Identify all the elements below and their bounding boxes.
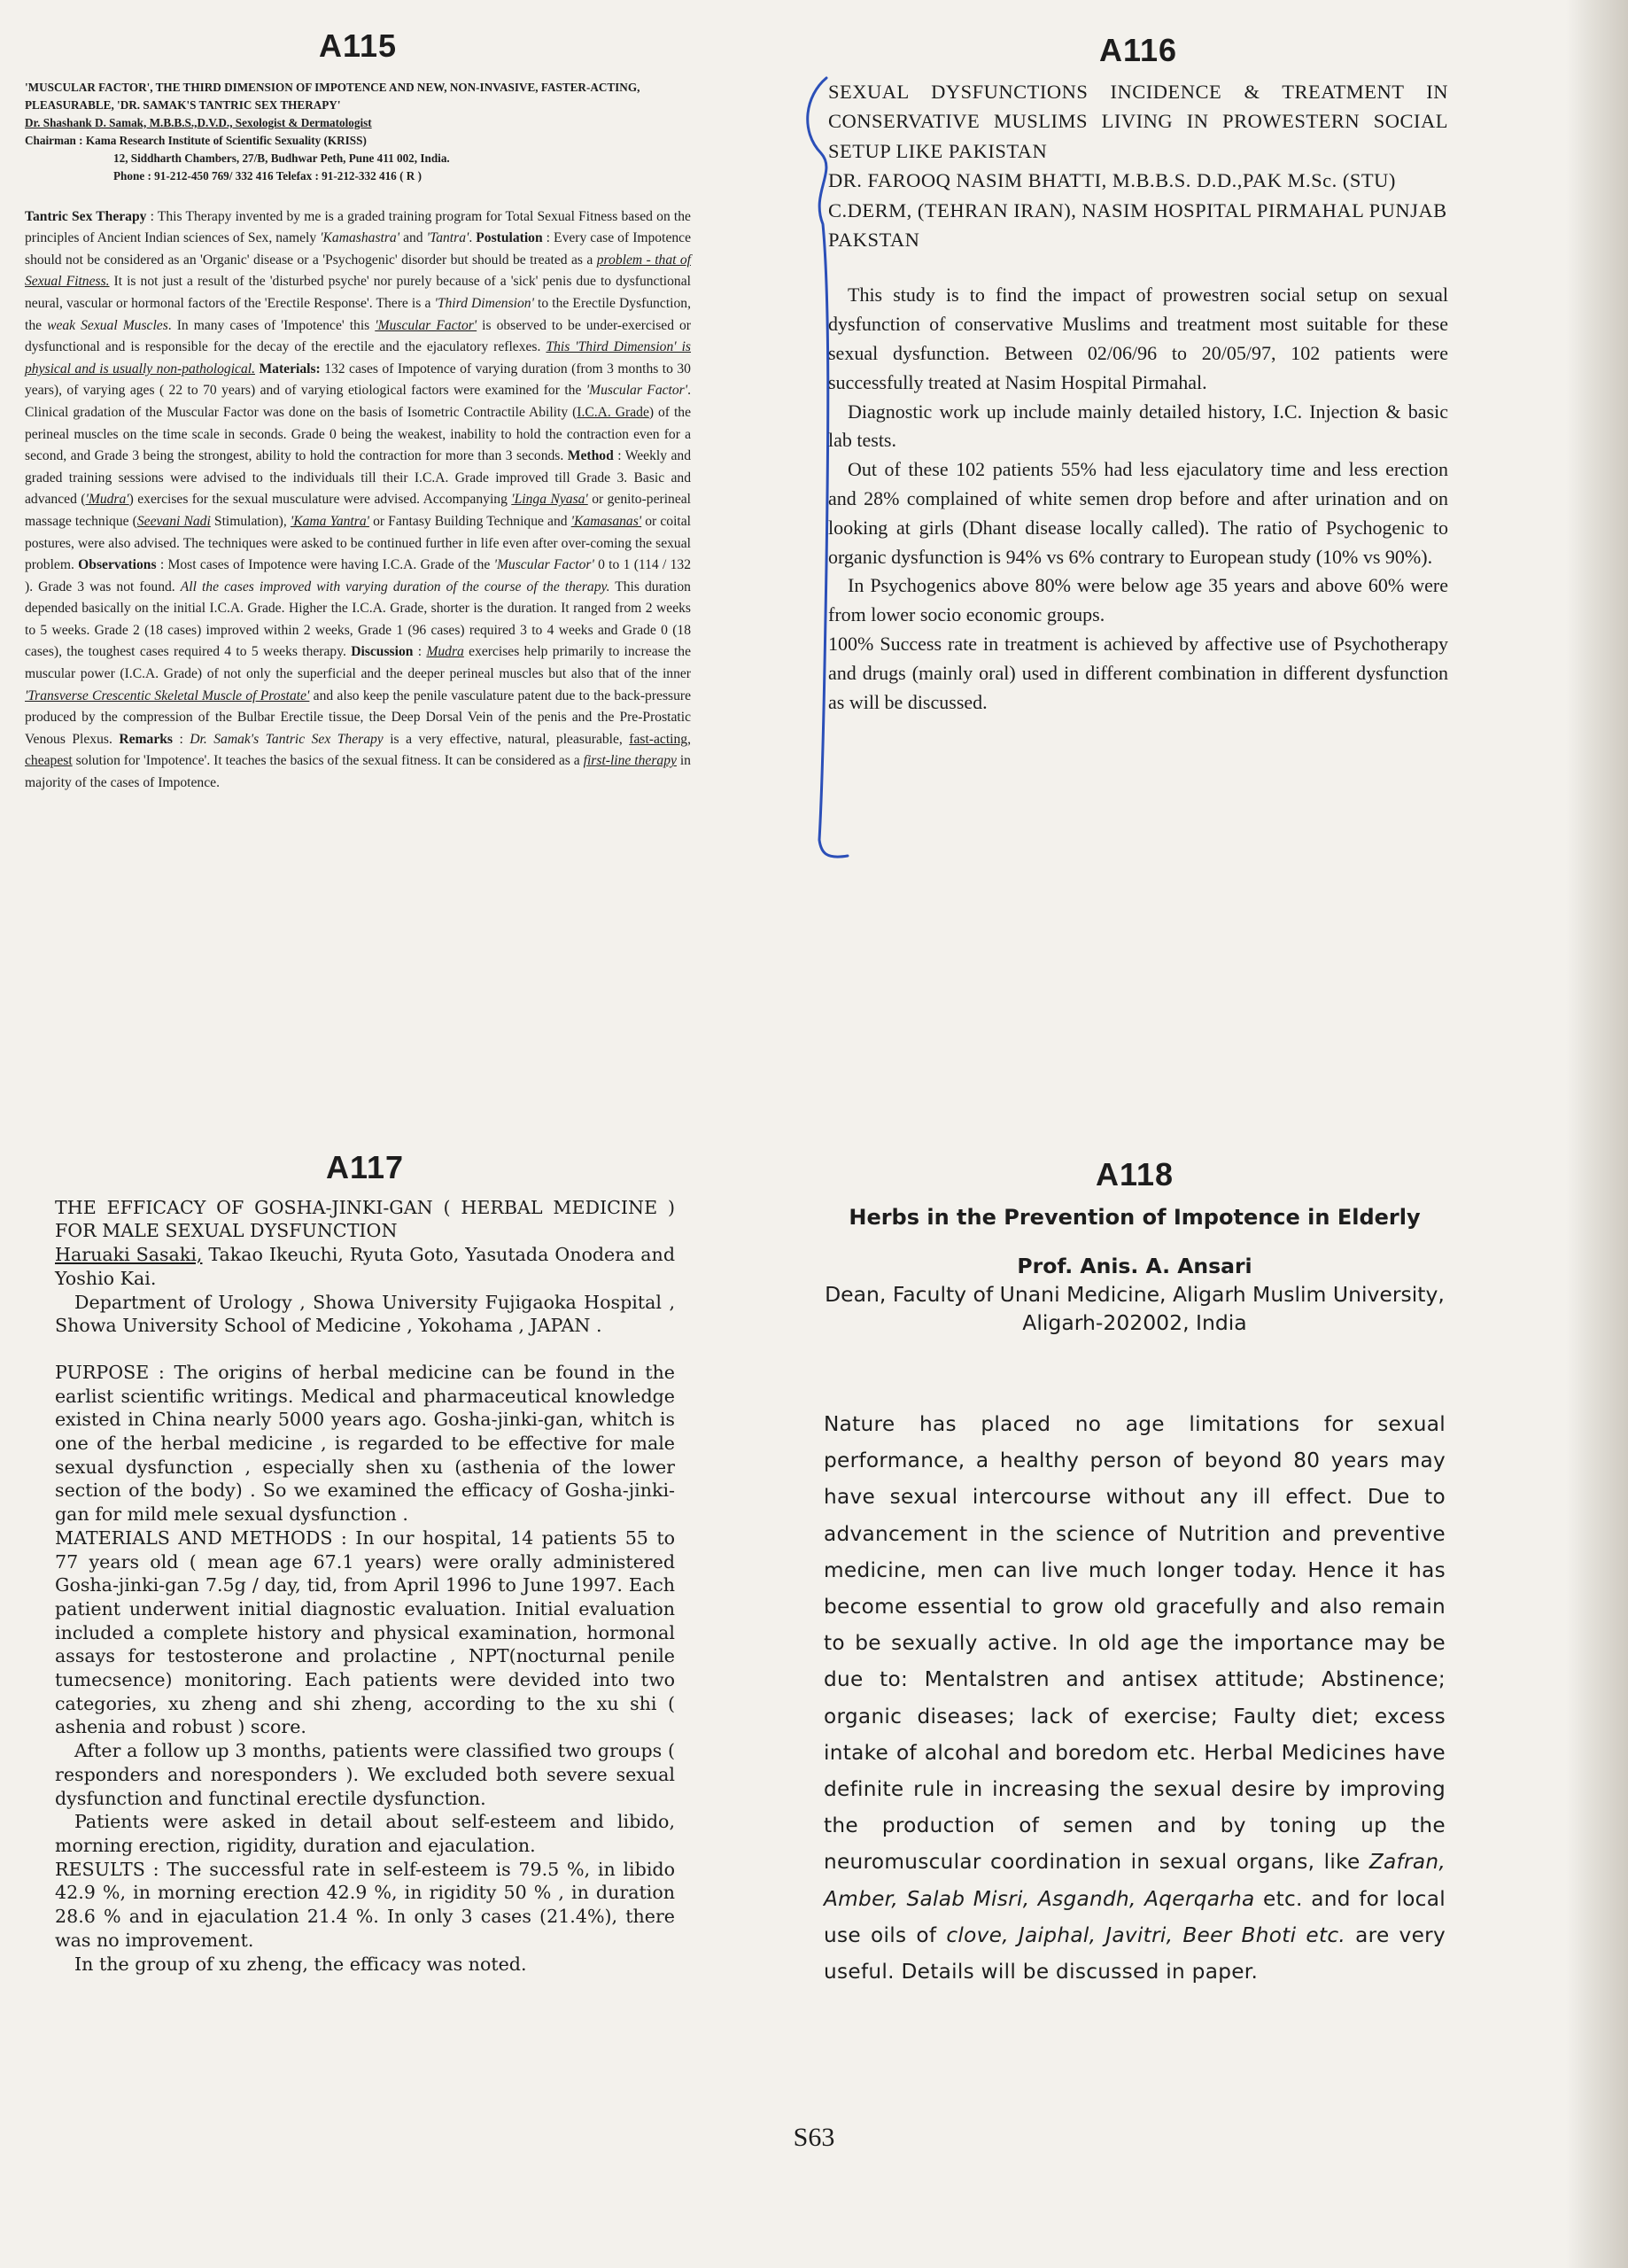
abstract-title: Herbs in the Prevention of Impotence in Elderly xyxy=(849,1205,1421,1230)
xuzheng-paragraph: In the group of xu zheng, the efficacy was noted. xyxy=(74,1953,527,1975)
abstract-id: A117 xyxy=(325,1149,405,1185)
methods-paragraph: MATERIALS AND METHODS : In our hospital, 14 patients 55 to 77 years old ( mean age 67.1 years) were orally administered Gosha-jinki-gan 7.5g / day, tid, from April 1996 to June 1997. Each patient underwent initial diagnostic evaluation. Initial evaluation included a complete history and physical examination, hormonal assays for testosterone and prolactine , NPT(nocturnal penile tumecsence) monitoring. Each patients were devided into two categories, xu zheng and shi zheng, according to the xu shi ( ashenia and robust ) score. xyxy=(55,1526,675,1738)
abstract-id: A115 xyxy=(318,27,398,64)
abstract-title: 'MUSCULAR FACTOR', THE THIRD DIMENSION OF IMPOTENCE AND NEW, NON-INVASIVE, FASTER-ACTING, PLEASURABLE, 'DR. SAMAK'S TANTRIC SEX THERAPY' xyxy=(25,80,640,112)
author-line: Prof. Anis. A. Ansari xyxy=(1017,1254,1252,1278)
department-line: Department of Urology , Showa University Fujigaoka Hospital , Showa University School of Medicine , Yokohama , JAPAN . xyxy=(55,1291,675,1337)
address-line: 12, Siddharth Chambers, 27/B, Budhwar Peth, Pune 411 002, India. xyxy=(113,151,450,165)
first-author: Haruaki Sasaki, xyxy=(55,1244,203,1266)
abstract-body: Nature has placed no age limitations for sexual performance, a healthy person of beyond 80 years may have sexual intercourse without any ill effect. Due to advancement in the science of Nutrition and preventive medicine, men can live much longer today. Hence it has become essential to grow old gracefully and also remain to be sexually active. In old age the importance may be due to: Mentalstren and antisex attitude; Abstinence; organic diseases; lack of exercise; Faulty diet; excess intake of alcohal and boredom etc. Herbal Medicines have definite rule in increasing the sexual desire by improving the production of semen and by toning up the neuromuscular coordination in sexual organs, like Zafran, Amber, Salab Misri, Asgandh, Aqerqarha etc. and for local use oils of clove, Jaiphal, Javitri, Beer Bhoti etc. are very useful. Details will be discussed in paper. xyxy=(824,1412,1446,1984)
abstract-a118 xyxy=(824,1156,1446,1990)
abstract-a116 xyxy=(828,32,1448,717)
page-number: S63 xyxy=(793,2123,835,2152)
author-block xyxy=(824,1252,1446,1337)
abstract-a117 xyxy=(55,1149,675,1976)
abstract-body xyxy=(55,1196,675,1977)
author-line: Dr. Shashank D. Samak, M.B.B.S.,D.V.D., Sexologist & Dermatologist xyxy=(25,115,372,129)
paragraph: In Psychogenics above 80% were below age 35 years and above 60% were from lower socio economic groups. xyxy=(828,574,1448,626)
abstract-body: Tantric Sex Therapy : This Therapy invented by me is a graded training program for Total Sexual Fitness based on the principles of Ancient Indian sciences of Sex, namely 'Kamashastra' and 'Tantra'. Postulation : Every case of Impotence should not be considered as an 'Organic' disease or a 'Psychogenic' disorder but should be treated as a problem - that of Sexual Fitness. It is not just a result of the 'disturbed psyche' nor purely because of a 'sick' penis due to dysfunctional neural, vascular or hormonal factors of the 'Erectile Response'. There is a 'Third Dimension' to the Erectile Dysfunction, the weak Sexual Muscles. In many cases of 'Impotence' this 'Muscular Factor' is observed to be under-exercised or dysfunctional and is responsible for the decay of the erectile and the ejaculatory reflexes. This 'Third Dimension' is physical and is usually non-pathological. Materials: 132 cases of Impotence of varying duration (from 3 months to 30 years), of varying ages ( 22 to 70 years) and of varying etiological factors were examined for the 'Muscular Factor'. Clinical gradation of the Muscular Factor was done on the basis of Isometric Contractile Ability (I.C.A. Grade) of the perineal muscles on the time scale in seconds. Grade 0 being the weakest, inability to hold the contraction even for a second, and Grade 3 being the strongest, ability to hold the contraction for more than 3 seconds. Method : Weekly and graded training sessions were advised to the individuals till their I.C.A. Grade improved till Grade 3. Basic and advanced ('Mudra') exercises for the sexual musculature were advised. Accompanying 'Linga Nyasa' or genito-perineal massage technique (Seevani Nadi Stimulation), 'Kama Yantra' or Fantasy Building Technique and 'Kamasanas' or coital postures, were also advised. The techniques were asked to be continued further in life even after over-coming the sexual problem. Observations : Most cases of Impotence were having I.C.A. Grade of the 'Muscular Factor' 0 to 1 (114 / 132 ). Grade 3 was not found. All the cases improved with varying duration of the course of the therapy. This duration depended basically on the initial I.C.A. Grade. Higher the I.C.A. Grade, shorter is the duration. It ranged from 2 weeks to 5 weeks. Grade 2 (18 cases) improved within 2 weeks, Grade 1 (96 cases) required 3 to 4 weeks and Grade 0 (18 cases), the toughest cases required 4 to 5 weeks therapy. Discussion : Mudra exercises help primarily to increase the muscular power (I.C.A. Grade) of not only the superficial and the deeper perineal muscles but also that of the inner 'Transverse Crescentic Skeletal Muscle of Prostate' and also keep the penile vasculature patent due to the back-pressure produced by the compression of the Bulbar Erectile tissue, the Deep Dorsal Vein of the penis and the Pre-Prostatic Venous Plexus. Remarks : Dr. Samak's Tantric Sex Therapy is a very effective, natural, pleasurable, fast-acting, cheapest solution for 'Impotence'. It teaches the basics of the sexual fitness. It can be considered as a first-line therapy in majority of the cases of Impotence. xyxy=(25,208,692,791)
page-edge-shadow xyxy=(1566,0,1628,2268)
author-line: DR. FAROOQ NASIM BHATTI, M.B.B.S. D.D.,PAK M.Sc. (STU) C.DERM, (TEHRAN IRAN), NASIM HOSPITAL PIRMAHAL PUNJAB PAKSTAN xyxy=(828,169,1447,252)
paragraph: Out of these 102 patients 55% had less ejaculatory time and less erection and 28% complained of white semen drop before and after urination and on looking at girls (Dhant disease locally called). The ratio of Psychogenic to organic dysfunction is 94% vs 6% contrary to European study (10% vs 90%). xyxy=(828,458,1448,568)
abstract-header xyxy=(25,79,691,185)
purpose-paragraph: PURPOSE : The origins of herbal medicine can be found in the earlist scientific writings. Medical and pharmaceutical knowledge existed in China nearly 5000 years ago. Gosha-jinki-gan, whitch is one of the herbal medicine , is regarded to be effective for male sexual dysfunction , especially shen xu (asthenia of the lower section of the body) . So we examined the efficacy of Gosha-jinki-gan for mild mele sexual dysfunction . xyxy=(55,1361,675,1526)
abstract-id: A116 xyxy=(1098,32,1178,68)
phone-line: Phone : 91-212-450 769/ 332 416 Telefax : 91-212-332 416 ( R ) xyxy=(113,168,422,183)
asked-paragraph: Patients were asked in detail about self-esteem and libido, morning erection, rigidity, duration and ejaculation. xyxy=(55,1811,675,1856)
abstract-title: THE EFFICACY OF GOSHA-JINKI-GAN ( HERBAL MEDICINE ) FOR MALE SEXUAL DYSFUNCTION xyxy=(55,1196,675,1242)
abstract-a115 xyxy=(25,27,692,795)
paragraph: 100% Success rate in treatment is achieved by affective use of Psychotherapy and drugs (mainly oral) used in different combination in different dysfunction as will be discussed. xyxy=(828,633,1448,713)
other-authors: Takao Ikeuchi, Ryuta Goto, Yasutada Onodera and Yoshio Kai. xyxy=(55,1244,675,1289)
results-paragraph: RESULTS : The successful rate in self-esteem is 79.5 %, in libido 42.9 %, in morning erection 42.9 %, in rigidity 50 % , in duration 28.6 % and in ejaculation 21.4 %. In only 3 cases (21.4%), there was no improvement. xyxy=(55,1858,675,1951)
abstract-id: A118 xyxy=(1095,1156,1174,1192)
abstract-header xyxy=(828,77,1448,254)
paragraph: Diagnostic work up include mainly detailed history, I.C. Injection & basic lab tests. xyxy=(828,400,1448,452)
abstract-title: SEXUAL DYSFUNCTIONS INCIDENCE & TREATMENT IN CONSERVATIVE MUSLIMS LIVING IN PROWESTERN SOCIAL SETUP LIKE PAKISTAN xyxy=(828,81,1448,162)
abstract-body xyxy=(828,281,1448,717)
followup-paragraph: After a follow up 3 months, patients were classified two groups ( responders and noresponders ). We excluded both severe sexual dysfunction and functinal erectile dysfunction. xyxy=(55,1740,675,1809)
affiliation-line: Chairman : Kama Research Institute of Scientific Sexuality (KRISS) xyxy=(25,133,367,147)
paragraph: This study is to find the impact of prowestren social setup on sexual dysfunction of conservative Muslims and treatment most suitable for these sexual dysfunction. Between 02/06/96 to 20/05/97, 102 patients were successfully treated at Nasim Hospital Pirmahal. xyxy=(828,284,1448,393)
author-line xyxy=(55,1243,675,1290)
affiliation-line: Dean, Faculty of Unani Medicine, Aligarh Muslim University, Aligarh-202002, India xyxy=(825,1282,1445,1335)
